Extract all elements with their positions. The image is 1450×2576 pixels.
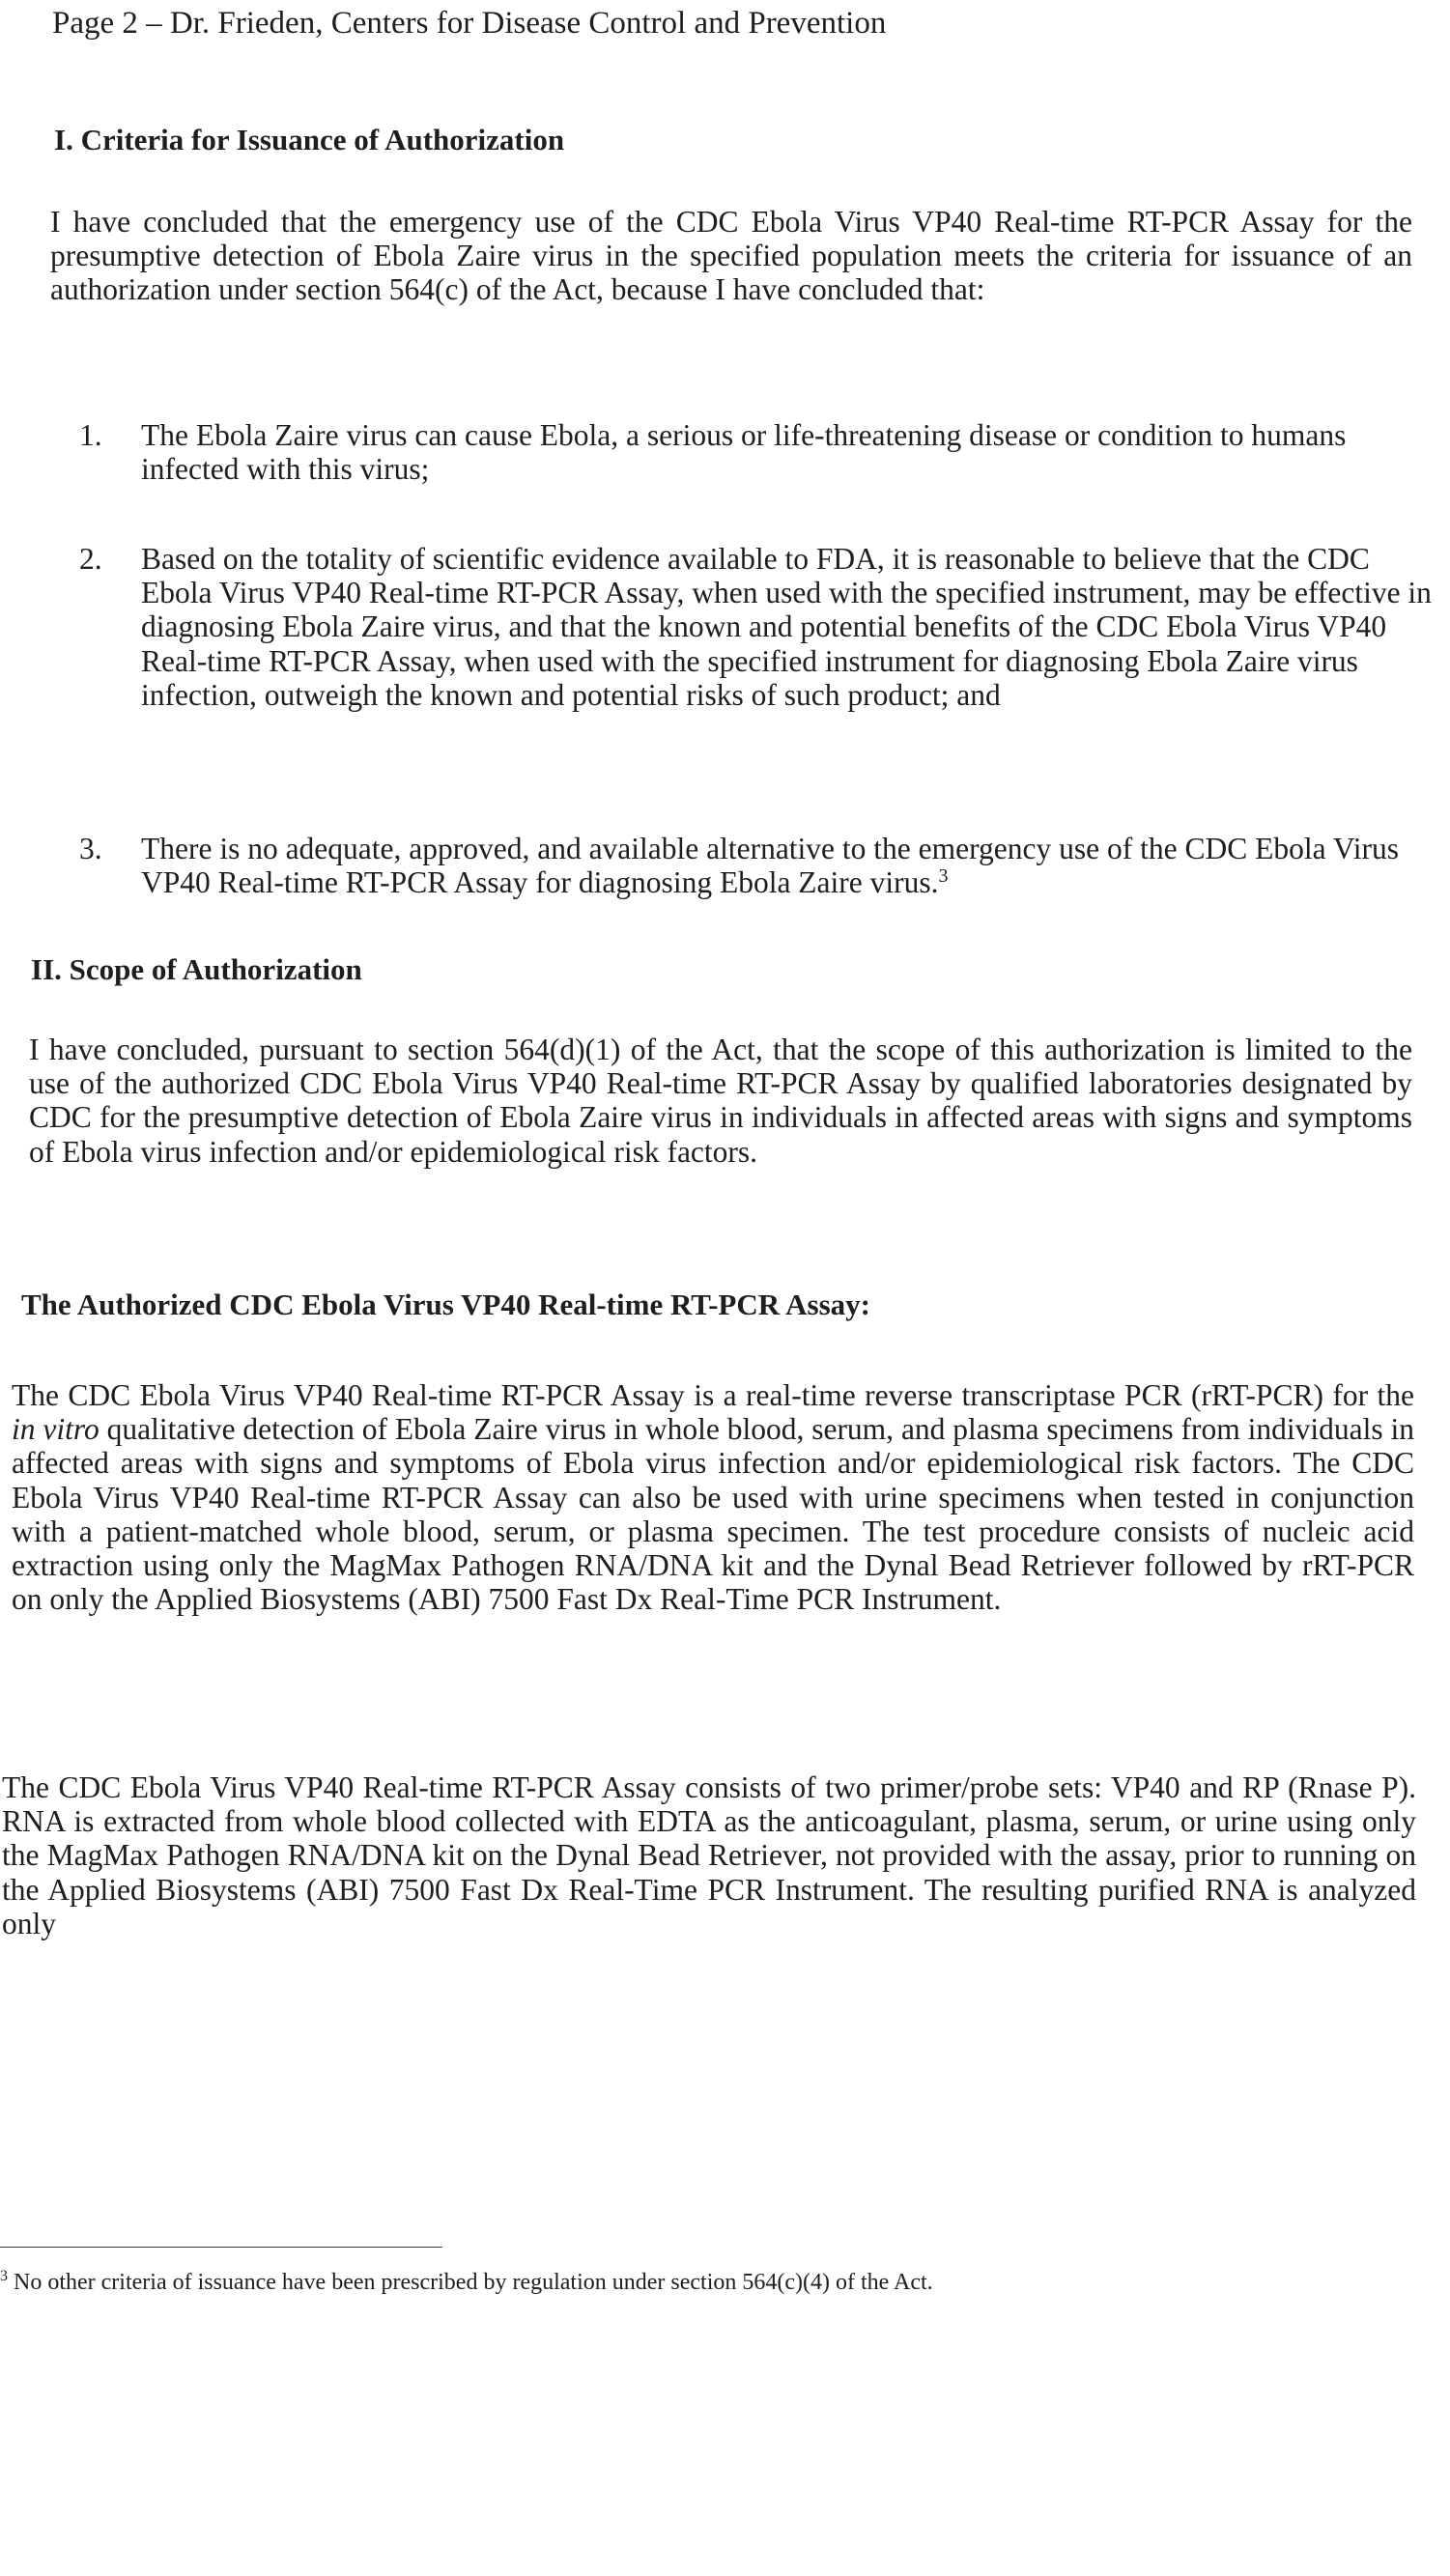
section-2-heading: II. Scope of Authorization [31,952,362,986]
assay-description-paragraph [12,1378,1414,1616]
list-item-text-body: There is no adequate, approved, and available alternative to the emergency use of the CDC Ebola Virus VP40 Real-time RT-PCR Assay for diagnosing Ebola Zaire virus. [141,832,1399,900]
italic-term: in vitro [12,1412,100,1447]
list-item-number: 3. [79,832,102,865]
section-1-intro: I have concluded that the emergency use of the CDC Ebola Virus VP40 Real-time RT-PCR Assay for the presumptive detection of Ebola Zaire virus in the specified population meets the criteria for issuance of an authorization under section 564(c) of the Act, because I have concluded that: [50,205,1412,307]
paragraph-text-segment: qualitative detection of Ebola Zaire virus in whole blood, serum, and plasma specimens from individuals in affected areas with signs and symptoms of Ebola virus infection and/or epidemiological risk factors. The CDC Ebola Virus VP40 Real-time RT-PCR Assay can also be used with urine specimens when tested in conjunction with a patient-matched whole blood, serum, or plasma specimen. The test procedure consists of nucleic acid extraction using only the MagMax Pathogen RNA/DNA kit and the Dynal Bead Retriever followed by rRT-PCR on only the Applied Biosystems (ABI) 7500 Fast Dx Real-Time PCR Instrument. [12,1412,1414,1617]
footnote-reference: 3 [938,865,949,888]
running-head: Page 2 – Dr. Frieden, Centers for Disease Control and Prevention [52,6,887,41]
footnote-divider [0,2247,442,2248]
paragraph-text-segment: The CDC Ebola Virus VP40 Real-time RT-PCR Assay is a real-time reverse transcriptase PCR (rRT-PCR) for the [12,1378,1414,1412]
section-2-paragraph: I have concluded, pursuant to section 564(d)(1) of the Act, that the scope of this authorization is limited to the use of the authorized CDC Ebola Virus VP40 Real-time RT-PCR Assay by qualified laboratories designated by CDC for the presumptive detection of Ebola Zaire virus in individuals in affected areas with signs and symptoms of Ebola virus infection and/or epidemiological risk factors. [29,1033,1412,1169]
section-1-heading: I. Criteria for Issuance of Authorization [54,123,565,156]
assay-components-paragraph: The CDC Ebola Virus VP40 Real-time RT-PCR Assay consists of two primer/probe sets: VP40 and RP (Rnase P). RNA is extracted from whole blood collected with EDTA as the anticoagulant, plasma, serum, or urine using only the MagMax Pathogen RNA/DNA kit on the Dynal Bead Retriever, not provided with the assay, prior to running on the Applied Biosystems (ABI) 7500 Fast Dx Real-Time PCR Instrument. The resulting purified RNA is analyzed only [2,1770,1416,1940]
footnote-text: No other criteria of issuance have been prescribed by regulation under section 564(c)(4) of the Act. [14,2270,933,2295]
section-3-heading: The Authorized CDC Ebola Virus VP40 Real-time RT-PCR Assay: [21,1288,870,1321]
list-item-text: Based on the totality of scientific evidence available to FDA, it is reasonable to believe that the CDC Ebola Virus VP40 Real-time RT-PCR Assay, when used with the specified instrument, may be effective in diagnosing Ebola Zaire virus, and that the known and potential benefits of the CDC Ebola Virus VP40 Real-time RT-PCR Assay, when used with the specified instrument for diagnosing Ebola Zaire virus infection, outweigh the known and potential risks of such product; and [141,542,1432,712]
list-item-text: The Ebola Zaire virus can cause Ebola, a serious or life-threatening disease or condition to humans infected with this virus; [141,418,1347,487]
list-item-number: 2. [79,542,102,576]
list-item-text [141,832,1432,899]
footnote-number: 3 [0,2268,8,2284]
list-item-number: 1. [79,418,102,452]
footnote [0,2267,933,2298]
